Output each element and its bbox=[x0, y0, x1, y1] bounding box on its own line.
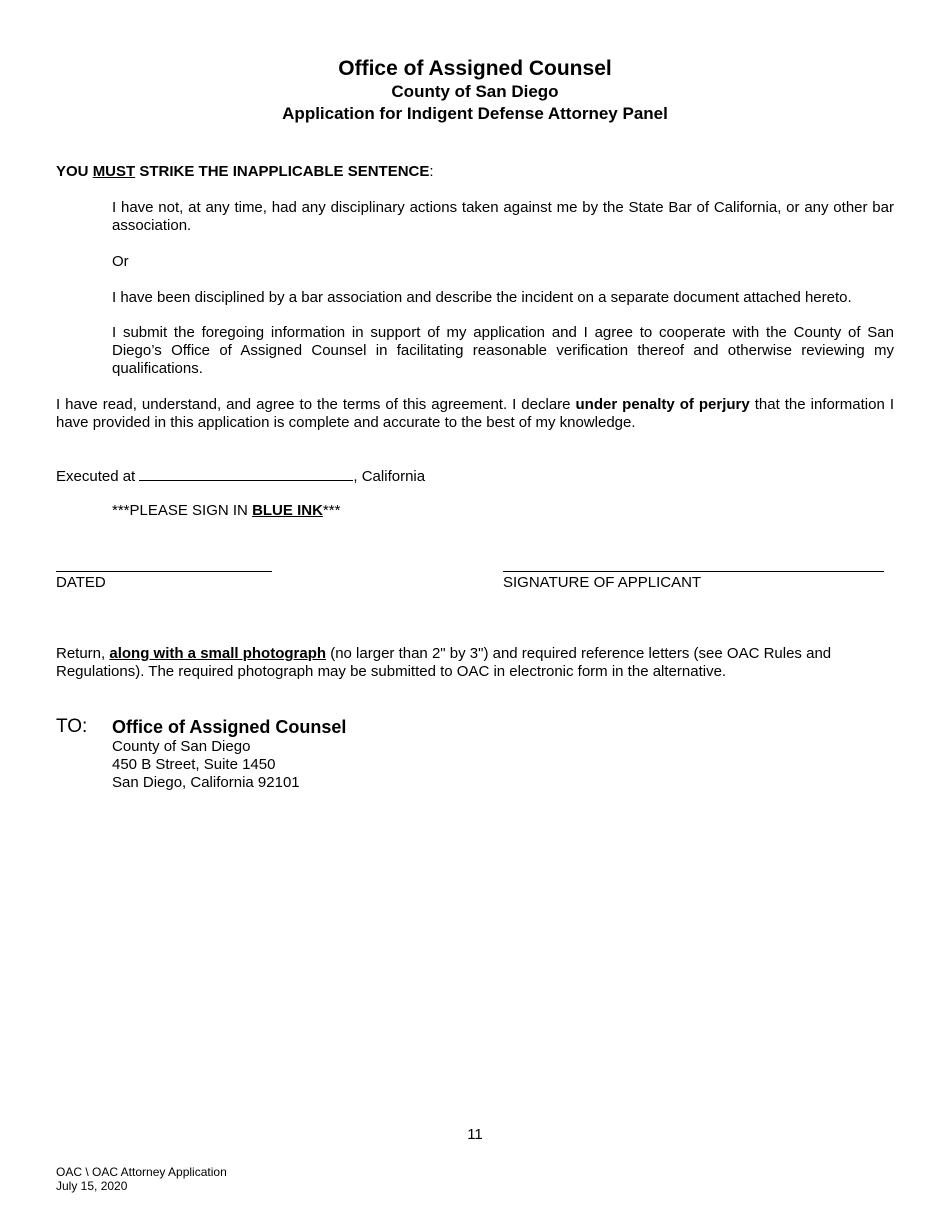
strike-instruction bbox=[56, 163, 434, 180]
document-header bbox=[0, 56, 950, 125]
strike-colon: : bbox=[429, 163, 434, 180]
signature-label: SIGNATURE OF APPLICANT bbox=[503, 574, 702, 591]
return-prefix: Return, bbox=[56, 645, 110, 662]
footer-path: OAC \ OAC Attorney Application bbox=[56, 1165, 227, 1179]
mailing-address bbox=[112, 716, 346, 792]
address-line-2: 450 B Street, Suite 1450 bbox=[112, 756, 276, 773]
sign-note-prefix: ***PLEASE SIGN IN bbox=[112, 502, 253, 519]
or-separator: Or bbox=[112, 253, 129, 270]
return-suffix: (no larger than 2" by 3") and required reference letters (see OAC Rules and Regulations). The required photograph may be submitted to OAC in electronic form in the alternative. bbox=[56, 645, 832, 680]
strike-prefix: YOU bbox=[56, 163, 93, 180]
declaration-text-before: I have read, understand, and agree to the terms of this agreement. I declare bbox=[56, 396, 576, 413]
return-emphasis: along with a small photograph bbox=[109, 645, 327, 662]
address-organization: Office of Assigned Counsel bbox=[112, 717, 347, 737]
executed-at-line bbox=[56, 466, 425, 485]
sign-in-blue-ink-note bbox=[112, 502, 340, 519]
application-title: Application for Indigent Defense Attorney Panel bbox=[282, 104, 668, 123]
perjury-declaration bbox=[56, 396, 894, 432]
signature-line[interactable] bbox=[503, 571, 884, 572]
disciplined-statement: I have been disciplined by a bar association and describe the incident on a separate document attached hereto. bbox=[112, 289, 852, 306]
page-number: 11 bbox=[467, 1126, 483, 1143]
declaration-text-after: that the information I have provided in this application is complete and accurate to the best of my knowledge. bbox=[56, 396, 894, 431]
to-label: TO: bbox=[56, 716, 88, 737]
document-footer bbox=[56, 1165, 227, 1193]
executed-location-field[interactable] bbox=[139, 466, 353, 481]
strike-rest: STRIKE THE INAPPLICABLE SENTENCE bbox=[135, 163, 430, 180]
return-instructions bbox=[56, 645, 896, 681]
declaration-bold: under penalty of perjury bbox=[575, 396, 750, 413]
executed-label: Executed at bbox=[56, 468, 140, 485]
strike-must: MUST bbox=[92, 163, 136, 180]
county-title: County of San Diego bbox=[391, 82, 559, 101]
address-line-3: San Diego, California 92101 bbox=[112, 774, 300, 791]
no-discipline-statement: I have not, at any time, had any disciplinary actions taken against me by the State Bar of California, or any other bar association. bbox=[112, 199, 894, 234]
address-line-1: County of San Diego bbox=[112, 738, 251, 755]
executed-suffix: , California bbox=[353, 468, 426, 485]
footer-date: July 15, 2020 bbox=[56, 1179, 128, 1193]
cooperation-statement: I submit the foregoing information in support of my application and I agree to cooperate with the County of San Diego’s Office of Assigned Counsel in facilitating reasonable verification thereof and otherwise reviewing my qualifications. bbox=[112, 324, 894, 377]
office-title: Office of Assigned Counsel bbox=[338, 57, 612, 80]
sign-note-emphasis: BLUE INK bbox=[252, 502, 323, 519]
dated-label: DATED bbox=[56, 574, 106, 591]
sign-note-suffix: *** bbox=[322, 502, 341, 519]
dated-line[interactable] bbox=[56, 571, 272, 572]
